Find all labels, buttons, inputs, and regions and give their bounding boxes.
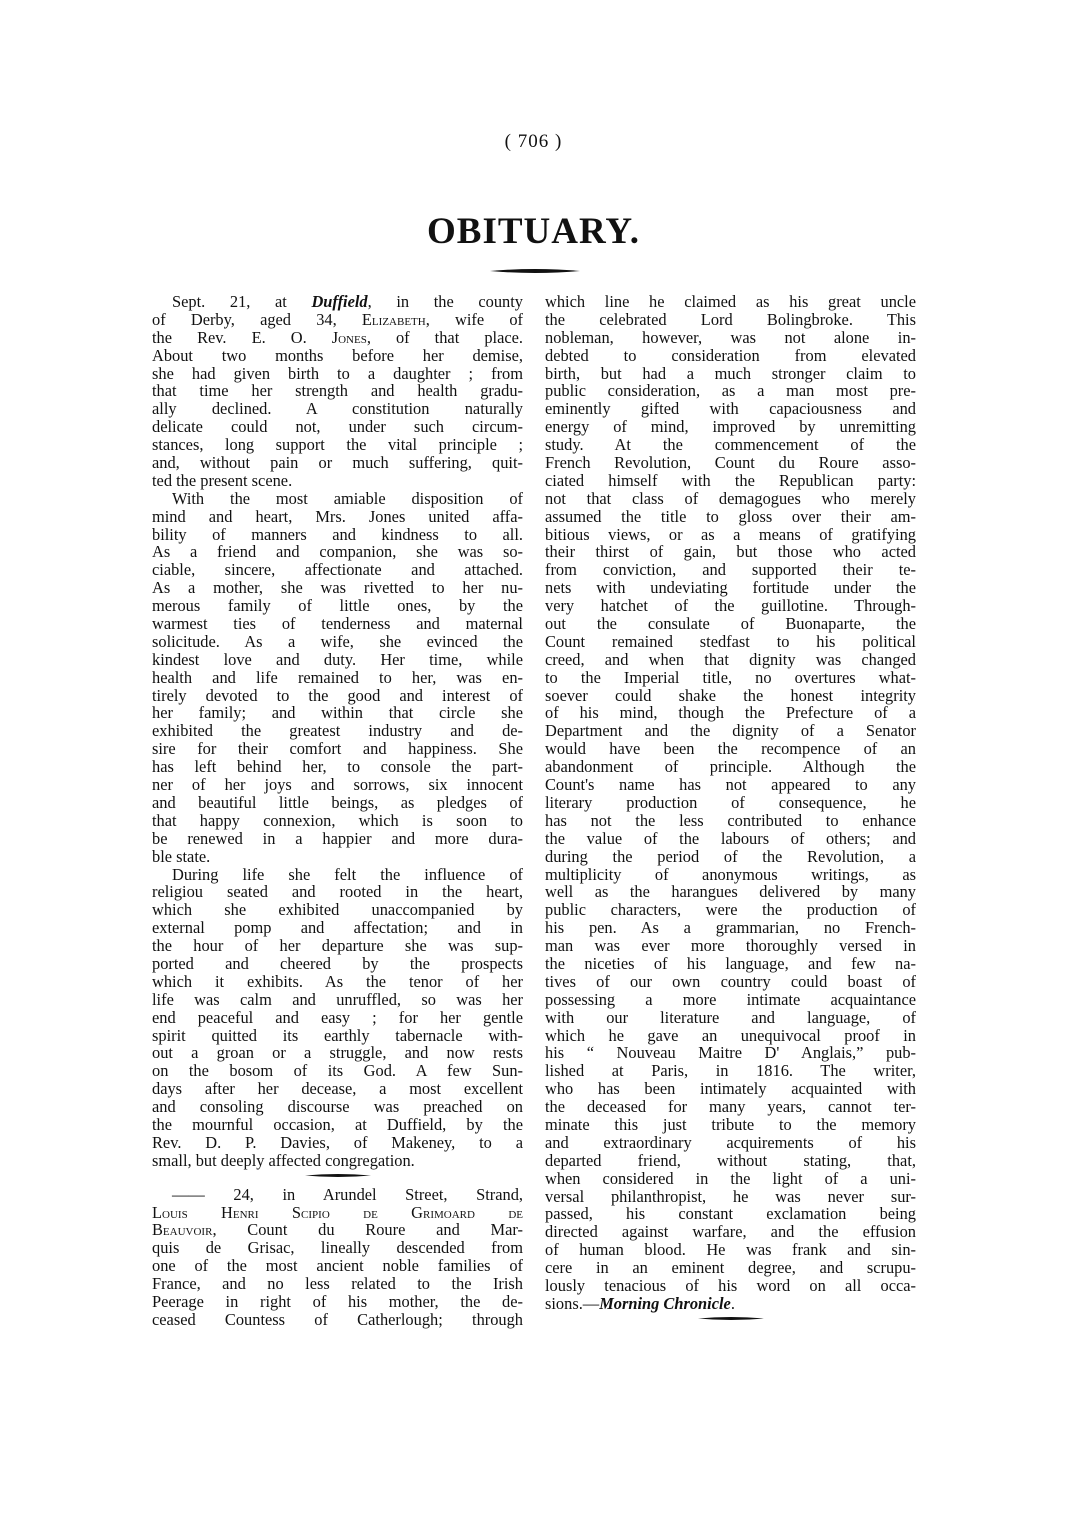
- obituary-line: [545, 633, 916, 651]
- obituary-line: [152, 347, 523, 365]
- text-run: external pomp and affectation; and in: [152, 918, 523, 938]
- obituary-line: [545, 1116, 916, 1134]
- obituary-line: [545, 561, 916, 579]
- obituary-line: [545, 1152, 916, 1170]
- text-run: ner of her joys and sorrows, six innocent: [152, 775, 523, 795]
- title-rule: [490, 268, 580, 274]
- text-run: ally declined. A constitution naturally: [152, 399, 523, 419]
- obituary-line: [545, 901, 916, 919]
- text-run: to the Imperial title, no overtures what-: [545, 667, 916, 687]
- obituary-line: [152, 651, 523, 669]
- obituary-line: [545, 436, 916, 454]
- obituary-line: [545, 883, 916, 901]
- obituary-line: [152, 293, 523, 311]
- obituary-line: [152, 1239, 523, 1257]
- obituary-line: [545, 955, 916, 973]
- text-run: which he gave an unequivocal proof in: [545, 1025, 916, 1045]
- text-run: life was calm and unruffled, so was her: [152, 989, 523, 1009]
- obituary-line: [545, 597, 916, 615]
- page-title: OBITUARY.: [427, 211, 640, 252]
- text-run: man was ever more thoroughly versed in: [545, 936, 916, 956]
- obituary-line: [545, 1277, 916, 1295]
- text-run: out the consulate of Buonaparte, the: [545, 614, 916, 634]
- section-divider: [152, 1170, 523, 1182]
- obituary-line: [152, 794, 523, 812]
- text-run: days after her decease, a most excellent: [152, 1079, 523, 1099]
- obituary-line: [545, 1080, 916, 1098]
- text-run: of Derby, aged 34,: [152, 309, 362, 329]
- obituary-line: [545, 1259, 916, 1277]
- obituary-line: [545, 365, 916, 383]
- text-run: versal philanthropist, he was never sur-: [545, 1186, 916, 1206]
- obituary-line: [545, 776, 916, 794]
- obituary-line: [152, 329, 523, 347]
- text-run: which line he claimed as his great uncle: [545, 292, 916, 311]
- text-run: lished at Paris, in 1816. The writer,: [545, 1061, 916, 1081]
- text-run: exhibited the greatest industry and de-: [152, 721, 523, 741]
- end-divider: [545, 1313, 916, 1325]
- text-run: eminently gifted with capaciousness and: [545, 399, 916, 419]
- text-run: who has been intimately acquainted with: [545, 1079, 916, 1099]
- text-run: ted the present scene.: [152, 470, 293, 490]
- obituary-line: [152, 436, 523, 454]
- text-run: religiou seated and rooted in the heart,: [152, 882, 523, 902]
- obituary-line: [545, 794, 916, 812]
- obituary-line: [152, 1311, 523, 1329]
- obituary-line: [545, 329, 916, 347]
- text-run: the mournful occasion, at Duffield, by the: [152, 1114, 523, 1134]
- text-run: energy of mind, improved by unremitting: [545, 417, 916, 437]
- obituary-line: [152, 973, 523, 991]
- obituary-line: [152, 526, 523, 544]
- obituary-line: [545, 1134, 916, 1152]
- text-run: which she exhibited unaccompanied by: [152, 900, 523, 920]
- text-run: ciated himself with the Republican party:: [545, 470, 916, 490]
- obituary-line: [152, 400, 523, 418]
- text-run: As a mother, she was rivetted to her nu-: [152, 578, 523, 598]
- text-run: Count remained stedfast to his political: [545, 631, 916, 651]
- obituary-line: [152, 1293, 523, 1311]
- obituary-line: [152, 1062, 523, 1080]
- obituary-line: [152, 579, 523, 597]
- obituary-line: [152, 812, 523, 830]
- text-run: end peaceful and easy ; for her gentle: [152, 1007, 523, 1027]
- text-run: Sept. 21, at: [172, 292, 312, 311]
- text-run: the Rev. E. O.: [152, 327, 332, 347]
- text-run: nobleman, however, was not alone in-: [545, 327, 916, 347]
- obituary-line: [152, 704, 523, 722]
- obituary-line: [545, 1205, 916, 1223]
- obituary-line: [152, 848, 523, 866]
- obituary-line: [545, 937, 916, 955]
- obituary-line: [152, 776, 523, 794]
- obituary-line: [545, 722, 916, 740]
- text-run: from conviction, and supported their te-: [545, 560, 916, 580]
- obituary-line: [545, 1170, 916, 1188]
- obituary-line: [545, 991, 916, 1009]
- obituary-line: [545, 1044, 916, 1062]
- text-run: minate this just tribute to the memory: [545, 1114, 916, 1134]
- obituary-line: [545, 1295, 916, 1313]
- obituary-line: [152, 830, 523, 848]
- text-run: be renewed in a happier and more dura-: [152, 828, 523, 848]
- text-run: his pen. As a grammarian, no French-: [545, 918, 916, 938]
- obituary-line: [152, 919, 523, 937]
- text-run: which it exhibits. As the tenor of her: [152, 971, 523, 991]
- text-run: multiplicity of anonymous writings, as: [545, 864, 916, 884]
- text-run: his “ Nouveau Maitre D' Anglais,” pub-: [545, 1043, 916, 1063]
- obituary-line: [545, 1223, 916, 1241]
- right-column: [545, 293, 916, 1325]
- small-caps-name: Elizabeth: [361, 309, 426, 329]
- text-run: creed, and when that dignity was changed: [545, 649, 916, 669]
- obituary-line: [152, 937, 523, 955]
- text-run: the hour of her departure she was sup-: [152, 936, 523, 956]
- text-run: bility of manners and kindness to all.: [152, 524, 523, 544]
- text-run: directed against warfare, and the effusion: [545, 1222, 916, 1242]
- obituary-line: [152, 418, 523, 436]
- obituary-line: [545, 812, 916, 830]
- obituary-line: [152, 1044, 523, 1062]
- text-run: .: [730, 1293, 735, 1313]
- small-caps-name: Jones: [331, 327, 367, 347]
- obituary-line: [545, 848, 916, 866]
- text-run: the niceties of his language, and few na-: [545, 953, 916, 973]
- obituary-line: [545, 579, 916, 597]
- text-run: During life she felt the influence of: [172, 864, 523, 884]
- text-run: when considered in the light of a uni-: [545, 1168, 916, 1188]
- text-run: , in the county: [367, 292, 523, 311]
- text-run: and extraordinary acquirements of his: [545, 1132, 916, 1152]
- obituary-line: [545, 418, 916, 436]
- text-run: on the bosom of its God. A few Sun-: [152, 1061, 523, 1081]
- text-run: she had given birth to a daughter ; from: [152, 363, 523, 383]
- text-run: bitious views, or as a means of gratifying: [545, 524, 916, 544]
- text-run: well as the harangues delivered by many: [545, 882, 916, 902]
- obituary-line: [545, 704, 916, 722]
- page-number: ( 706 ): [504, 131, 563, 152]
- obituary-line: [545, 830, 916, 848]
- text-run: literary production of consequence, he: [545, 792, 916, 812]
- text-run: one of the most ancient noble families of: [152, 1256, 523, 1276]
- text-run: merous family of little ones, by the: [152, 596, 523, 616]
- text-run: public consideration, as a man most pre-: [545, 381, 916, 401]
- text-run: the deceased for many years, cannot ter-: [545, 1097, 916, 1117]
- obituary-line: [545, 526, 916, 544]
- text-run: France, and no less related to the Irish: [152, 1274, 523, 1294]
- obituary-line: [152, 1186, 523, 1204]
- obituary-line: [152, 722, 523, 740]
- text-run: , wife of: [425, 309, 523, 329]
- obituary-line: [545, 311, 916, 329]
- obituary-line: [152, 1080, 523, 1098]
- obituary-line: [545, 687, 916, 705]
- obituary-line: [152, 901, 523, 919]
- obituary-line: [545, 973, 916, 991]
- obituary-line: [152, 508, 523, 526]
- text-run: and beautiful little beings, as pledges of: [152, 792, 523, 812]
- small-caps-name: Beauvoir: [152, 1220, 213, 1240]
- obituary-line: [152, 687, 523, 705]
- obituary-line: [545, 1009, 916, 1027]
- text-run: possessing a more intimate acquaintance: [545, 989, 916, 1009]
- text-run: has not the less contributed to enhance: [545, 810, 916, 830]
- obituary-line: [545, 615, 916, 633]
- text-run: solicitude. As a wife, she evinced the: [152, 631, 523, 651]
- text-run: ciable, sincere, affectionate and attached.: [152, 560, 523, 580]
- text-run: nets with undeviating fortitude under the: [545, 578, 916, 598]
- text-run: ble state.: [152, 846, 211, 866]
- text-run: debted to consideration from elevated: [545, 345, 916, 365]
- text-run: About two months before her demise,: [152, 345, 523, 365]
- text-run: has left behind her, to console the part-: [152, 757, 523, 777]
- text-run: tives of our own country could boast of: [545, 971, 916, 991]
- text-run: departed friend, without stating, that,: [545, 1150, 916, 1170]
- text-run: would have been the recompence of an: [545, 739, 916, 759]
- text-run: passed, his constant exclamation being: [545, 1204, 916, 1224]
- text-run: mind and heart, Mrs. Jones united affa-: [152, 506, 523, 526]
- text-run: Rev. D. P. Davies, of Makeney, to a: [152, 1132, 523, 1152]
- obituary-line: [545, 866, 916, 884]
- obituary-line: [152, 955, 523, 973]
- obituary-line: [152, 1134, 523, 1152]
- obituary-line: [545, 1188, 916, 1206]
- text-run: delicate could not, under such circum-: [152, 417, 523, 437]
- text-run: lously tenacious of his word on all occa-: [545, 1275, 916, 1295]
- text-run: quis de Grisac, lineally descended from: [152, 1238, 523, 1258]
- text-run: Department and the dignity of a Senator: [545, 721, 916, 741]
- italic-run: Morning Chronicle: [599, 1293, 731, 1313]
- text-run: the celebrated Lord Bolingbroke. This: [545, 309, 916, 329]
- text-run: abandonment of principle. Although the: [545, 757, 916, 777]
- text-run: stances, long support the vital principle ;: [152, 435, 523, 455]
- left-column: [152, 293, 523, 1329]
- small-caps-name: Louis Henri Scipio de Grimoard de: [152, 1202, 523, 1222]
- text-run: study. At the commencement of the: [545, 435, 916, 455]
- obituary-line: [545, 454, 916, 472]
- text-run: As a friend and companion, she was so-: [152, 542, 523, 562]
- obituary-line: [545, 400, 916, 418]
- text-run: out a groan or a struggle, and now rests: [152, 1043, 523, 1063]
- obituary-line: [152, 543, 523, 561]
- text-run: kindest love and duty. Her time, while: [152, 649, 523, 669]
- text-run: spirit quitted its earthly tabernacle with-: [152, 1025, 523, 1045]
- text-run: during the period of the Revolution, a: [545, 846, 916, 866]
- obituary-line: [152, 1116, 523, 1134]
- obituary-line: [545, 740, 916, 758]
- obituary-line: [152, 866, 523, 884]
- obituary-line: [152, 1027, 523, 1045]
- obituary-line: [545, 1098, 916, 1116]
- obituary-line: [152, 633, 523, 651]
- obituary-line: [152, 615, 523, 633]
- obituary-line: [152, 490, 523, 508]
- text-run: and consoling discourse was preached on: [152, 1097, 523, 1117]
- text-run: assumed the title to gloss over their am-: [545, 506, 916, 526]
- obituary-line: [152, 561, 523, 579]
- text-run: small, but deeply affected congregation.: [152, 1150, 415, 1170]
- text-run: warmest ties of tenderness and maternal: [152, 614, 523, 634]
- text-run: , of that place.: [366, 327, 523, 347]
- obituary-line: [545, 758, 916, 776]
- obituary-line: [545, 472, 916, 490]
- text-run: of his mind, though the Prefecture of a: [545, 703, 916, 723]
- text-run: sire for their comfort and happiness. She: [152, 739, 523, 759]
- obituary-line: [152, 1275, 523, 1293]
- obituary-line: [152, 1152, 523, 1170]
- obituary-line: [152, 883, 523, 901]
- obituary-line: [152, 472, 523, 490]
- obituary-line: [152, 1098, 523, 1116]
- obituary-line: [152, 1204, 523, 1222]
- obituary-line: [152, 669, 523, 687]
- text-run: health and life remained to her, was en-: [152, 667, 523, 687]
- obituary-line: [152, 311, 523, 329]
- obituary-line: [545, 543, 916, 561]
- text-run: not that class of demagogues who merely: [545, 488, 916, 508]
- obituary-line: [152, 365, 523, 383]
- text-run: of human blood. He was frank and sin-: [545, 1240, 916, 1260]
- text-run: ceased Countess of Catherlough; through: [152, 1309, 523, 1329]
- obituary-line: [545, 490, 916, 508]
- text-run: With the most amiable disposition of: [172, 488, 523, 508]
- obituary-line: [152, 1257, 523, 1275]
- text-run: —— 24, in Arundel Street, Strand,: [172, 1184, 523, 1204]
- obituary-line: [545, 1027, 916, 1045]
- text-run: soever could shake the honest integrity: [545, 685, 916, 705]
- obituary-line: [152, 1009, 523, 1027]
- text-run: that time her strength and health gradu-: [152, 381, 523, 401]
- text-run: that happy connexion, which is soon to: [152, 810, 523, 830]
- text-run: ported and cheered by the prospects: [152, 953, 523, 973]
- text-run: birth, but had a much stronger claim to: [545, 363, 916, 383]
- obituary-line: [545, 293, 916, 311]
- obituary-line: [545, 347, 916, 365]
- obituary-line: [545, 919, 916, 937]
- text-run: French Revolution, Count du Roure asso-: [545, 453, 916, 473]
- text-run: Peerage in right of his mother, the de-: [152, 1291, 523, 1311]
- text-run: the value of the labours of others; and: [545, 828, 916, 848]
- obituary-line: [152, 758, 523, 776]
- text-run: with our literature and language, of: [545, 1007, 916, 1027]
- text-run: Count's name has not appeared to any: [545, 775, 916, 795]
- obituary-line: [545, 382, 916, 400]
- text-run: her family; and within that circle she: [152, 703, 523, 723]
- text-run: their thirst of gain, but those who acted: [545, 542, 916, 562]
- obituary-line: [152, 991, 523, 1009]
- obituary-line: [152, 454, 523, 472]
- obituary-line: [545, 651, 916, 669]
- obituary-line: [152, 740, 523, 758]
- obituary-line: [152, 597, 523, 615]
- text-run: , Count du Roure and Mar-: [212, 1220, 523, 1240]
- text-run: very hatchet of the guillotine. Through-: [545, 596, 916, 616]
- text-run: tirely devoted to the good and interest of: [152, 685, 523, 705]
- obituary-line: [152, 382, 523, 400]
- obituary-line: [545, 508, 916, 526]
- text-run: and, without pain or much suffering, quit-: [152, 453, 523, 473]
- text-run: sions.—: [545, 1293, 600, 1313]
- italic-run: Duffield: [311, 292, 368, 311]
- obituary-line: [545, 1062, 916, 1080]
- obituary-line: [545, 669, 916, 687]
- text-run: public characters, were the production of: [545, 900, 916, 920]
- obituary-line: [152, 1221, 523, 1239]
- text-run: cere in an eminent degree, and scrupu-: [545, 1258, 916, 1278]
- obituary-line: [545, 1241, 916, 1259]
